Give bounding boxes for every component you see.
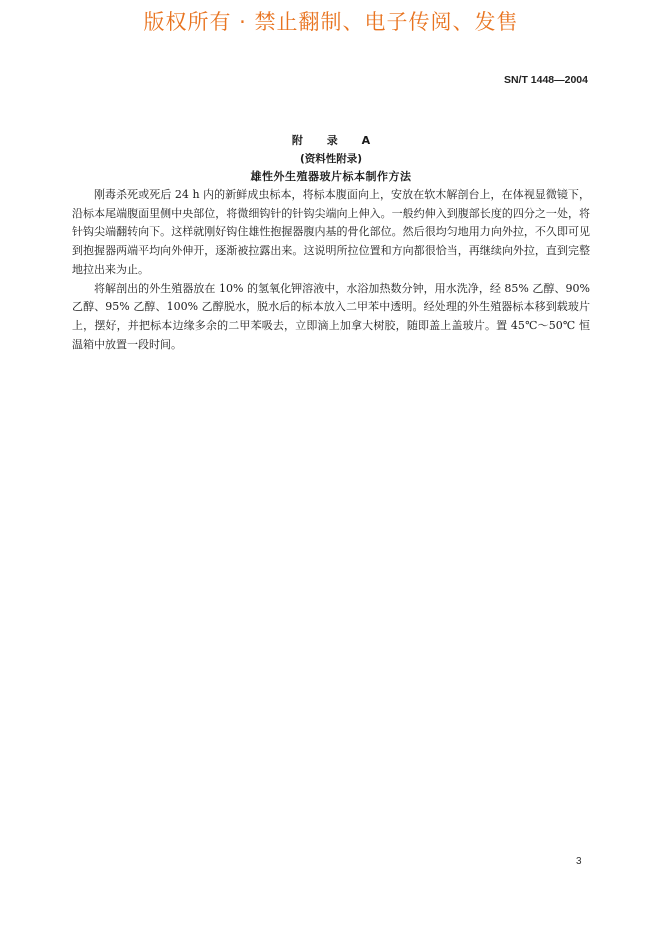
standard-code: SN/T 1448—2004	[503, 74, 588, 86]
appendix-title: 附 录 A	[291, 134, 381, 147]
page-number: 3	[576, 856, 582, 867]
appendix-header	[0, 132, 662, 186]
appendix-heading: 雄性外生殖器玻片标本制作方法	[250, 170, 412, 183]
paragraph-2: 将解剖出的外生殖器放在 10% 的氢氧化钾溶液中，水浴加热数分钟，用水洗净，经 85% 乙醇、90% 乙醇、95% 乙醇、100% 乙醇脱水，脱水后的标本放入二甲苯中透明。经处理的外生殖器标本移到载玻片上，摆好，并把标本边缘多余的二甲苯吸去，立即滴上加拿大树胶，随即盖上盖玻片。置 45℃～50℃ 恒温箱中放置一段时间。	[72, 281, 590, 351]
paragraph-1: 刚毒杀死或死后 24 h 内的新鲜成虫标本，将标本腹面向上，安放在软木解剖台上，在体视显微镜下，沿标本尾端腹面里侧中央部位，将微细钩针的针钩尖端向上伸入。一般约伸入到腹部长度的四分之一处，将针钩尖端翻转向下。这样就刚好钩住雄性抱握器腹内基的骨化部位。然后很均匀地用力向外拉，不久即可见到抱握器两端平均向外伸开，逐渐被拉露出来。这说明所拉位置和方向都很恰当，再继续向外拉，直到完整地拉出来为止。	[72, 188, 590, 276]
copyright-watermark: 版权所有 · 禁止翻制、电子传阅、发售	[143, 10, 519, 34]
appendix-type: (资料性附录)	[299, 153, 363, 165]
body-text	[72, 186, 590, 354]
